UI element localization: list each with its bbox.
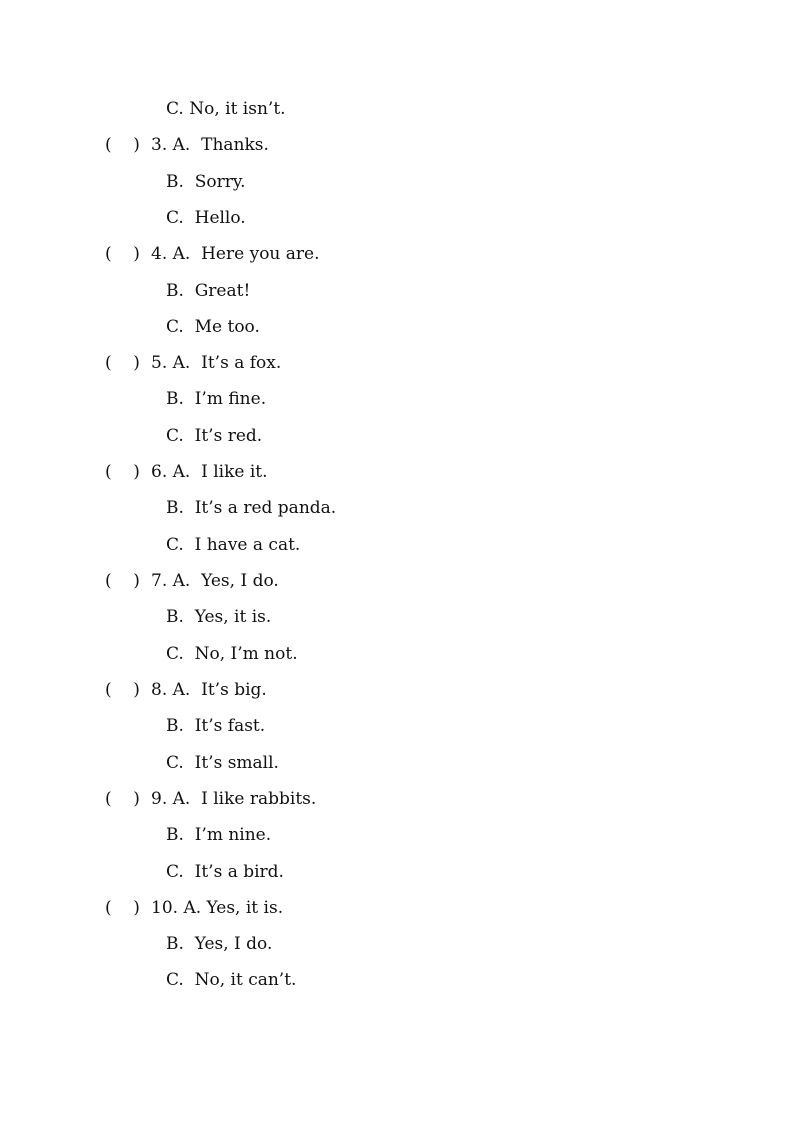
option-a-q8: 8. A. It’s big.	[151, 680, 267, 700]
option-a-q10: 10. A. Yes, it is.	[151, 898, 284, 918]
option-a-q9: 9. A. I like rabbits.	[151, 789, 317, 809]
answer-blank-q8[interactable]: ( )	[105, 680, 140, 700]
option-b-q5: B. I’m fine.	[166, 389, 267, 409]
answer-blank-q5[interactable]: ( )	[105, 353, 140, 373]
answer-blank-q3[interactable]: ( )	[105, 135, 140, 155]
answer-blank-q6[interactable]: ( )	[105, 462, 140, 482]
answer-blank-q10[interactable]: ( )	[105, 898, 140, 918]
option-a-q3: 3. A. Thanks.	[151, 135, 269, 155]
option-b-q10: B. Yes, I do.	[166, 934, 273, 954]
option-a-q4: 4. A. Here you are.	[151, 244, 320, 264]
option-b-q6: B. It’s a red panda.	[166, 498, 337, 518]
option-c-q4: C. Me too.	[166, 317, 260, 337]
option-c-q3: C. Hello.	[166, 208, 246, 228]
answer-blank-q4[interactable]: ( )	[105, 244, 140, 264]
option-c-q2: C. No, it isn’t.	[166, 99, 286, 119]
option-c-q7: C. No, I’m not.	[166, 644, 298, 664]
option-c-q10: C. No, it can’t.	[166, 970, 297, 990]
option-b-q8: B. It’s fast.	[166, 716, 266, 736]
option-a-q6: 6. A. I like it.	[151, 462, 268, 482]
option-c-q5: C. It’s red.	[166, 426, 263, 446]
option-b-q9: B. I’m nine.	[166, 825, 272, 845]
option-a-q7: 7. A. Yes, I do.	[151, 571, 279, 591]
option-c-q8: C. It’s small.	[166, 753, 279, 773]
option-b-q7: B. Yes, it is.	[166, 607, 272, 627]
option-a-q5: 5. A. It’s a fox.	[151, 353, 282, 373]
answer-blank-q7[interactable]: ( )	[105, 571, 140, 591]
option-b-q3: B. Sorry.	[166, 172, 246, 192]
answer-blank-q9[interactable]: ( )	[105, 789, 140, 809]
option-b-q4: B. Great!	[166, 281, 251, 301]
option-c-q9: C. It’s a bird.	[166, 862, 284, 882]
option-c-q6: C. I have a cat.	[166, 535, 301, 555]
